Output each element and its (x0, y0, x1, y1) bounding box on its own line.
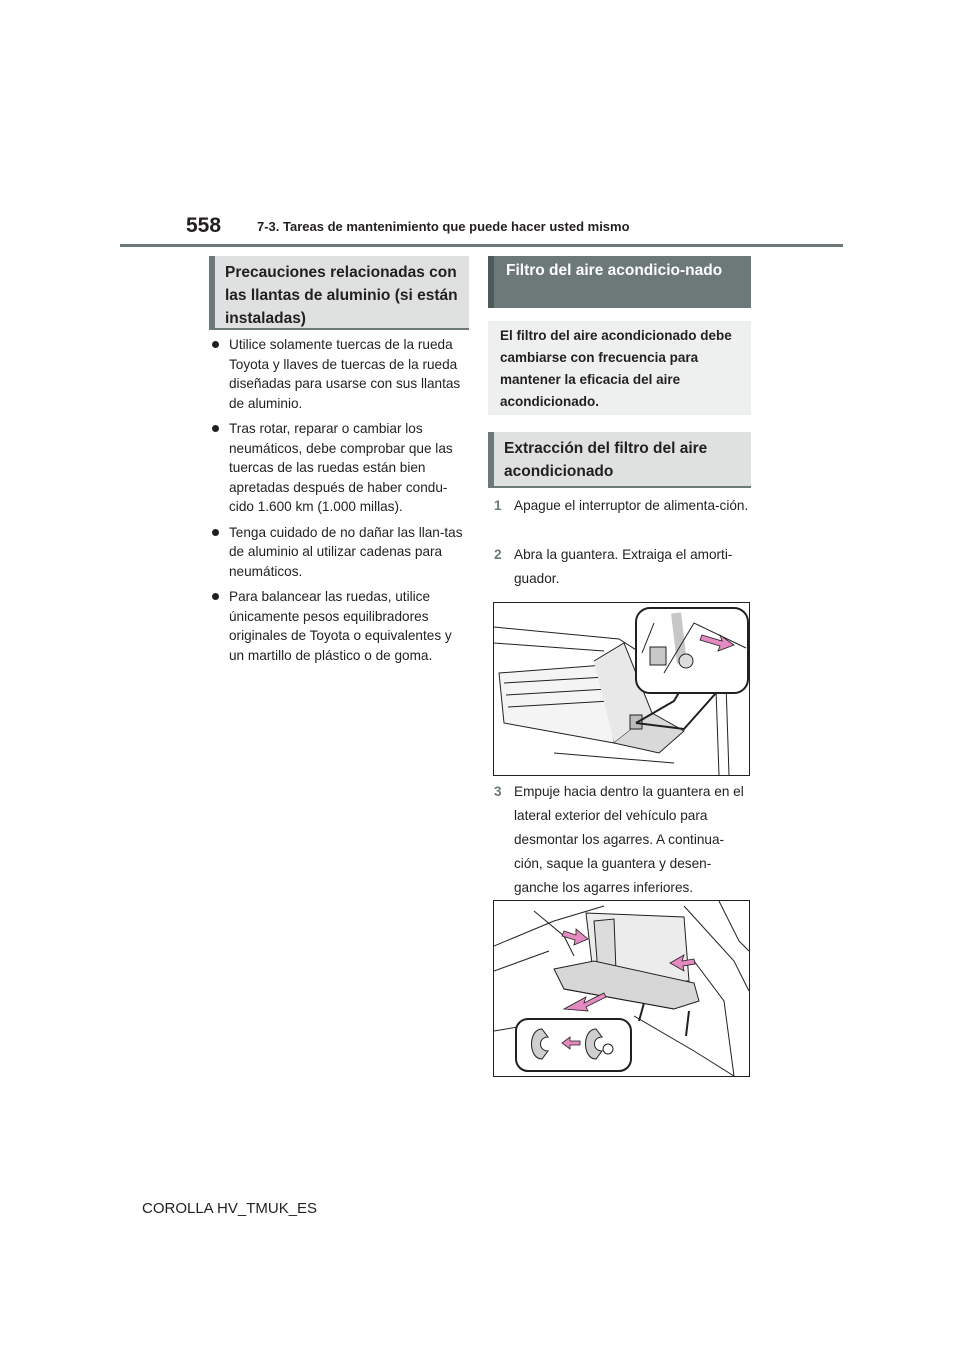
step-text: Abra la guantera. Extraiga el amorti-guador. (514, 547, 733, 586)
bullet-item (211, 419, 469, 517)
glove-box-illustration (493, 900, 750, 1077)
bullet-text: Utilice solamente tuercas de la rueda Toyota y llaves de tuercas de la rueda diseñadas para usarse con sus llantas de aluminio. (229, 337, 461, 411)
damper-illustration (493, 602, 750, 776)
removal-divider (488, 486, 751, 488)
damper-drawing (494, 603, 749, 775)
section-title: 7-3. Tareas de mantenimiento que puede hacer usted mismo (257, 219, 630, 234)
bullet-text: Tenga cuidado de no dañar las llan-tas de aluminio al utilizar cadenas para neumáticos. (229, 524, 463, 579)
caution-divider (209, 328, 469, 330)
bullet-dot-icon (212, 593, 219, 600)
bullet-dot-icon (212, 425, 219, 432)
bullet-text: Tras rotar, reparar o cambiar los neumáticos, debe comprobar que las tuercas de las ruedas están bien apretadas después de haber condu-cido 1.600 km (1.000 millas). (229, 421, 453, 514)
step-3 (494, 780, 752, 900)
step-number: 3 (494, 784, 502, 799)
step-1 (494, 494, 752, 518)
page-number: 558 (186, 214, 222, 237)
footer-model: COROLLA HV_TMUK_ES (142, 1200, 318, 1217)
header-divider (120, 244, 843, 247)
bullet-dot-icon (212, 529, 219, 536)
caution-heading: Precauciones relacionadas con las llantas de aluminio (si están instaladas) (209, 256, 469, 328)
step-number: 1 (494, 498, 502, 513)
step-2 (494, 543, 752, 591)
glove-box-drawing (494, 901, 749, 1076)
step-number: 2 (494, 547, 502, 562)
bullet-item (211, 523, 469, 582)
bullet-text: Para balancear las ruedas, utilice únicamente pesos equilibradores originales de Toyota o equivalentes y un martillo de plástico o de goma. (229, 589, 452, 663)
bullet-dot-icon (212, 341, 219, 348)
step-text: Apague el interruptor de alimenta-ción. (514, 498, 749, 513)
filter-intro: El filtro del aire acondicionado debe cambiarse con frecuencia para mantener la eficacia del aire acondicionado. (488, 321, 751, 415)
bullet-item (211, 335, 469, 413)
bullet-item (211, 587, 469, 665)
caution-bullet-list (211, 335, 469, 671)
step-text: Empuje hacia dentro la guantera en el lateral exterior del vehículo para desmontar los agarres. A continua-ción, saque la guantera y desen-ganche los agarres inferiores. (514, 784, 744, 895)
filter-heading: Filtro del aire acondicio-nado (488, 256, 751, 308)
removal-subheading: Extracción del filtro del aire acondicionado (488, 432, 751, 486)
